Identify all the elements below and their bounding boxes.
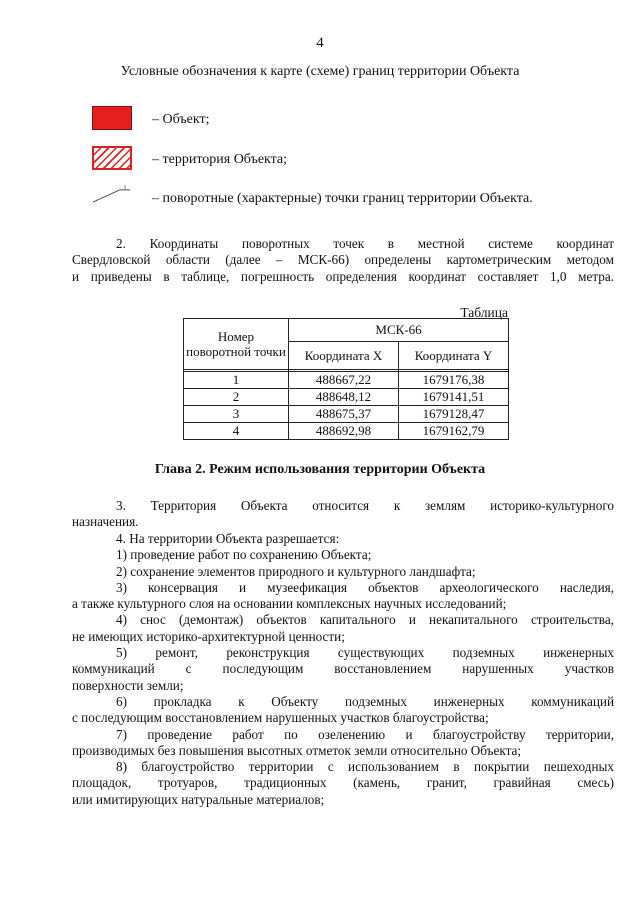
legend-item-object	[92, 106, 592, 132]
point-number-cell: 4	[184, 423, 289, 440]
text-line: поверхности земли;	[72, 677, 184, 693]
text-line: 5) ремонт, реконструкция существующих подземных инженерных	[116, 645, 614, 661]
list-item	[72, 727, 614, 760]
text-line: 3) консервация и музеефикация объектов археологического наследия,	[116, 579, 614, 595]
text-line: не имеющих историко-архитектурной ценности;	[72, 628, 345, 644]
text-line: назначения.	[72, 514, 139, 530]
coordinate-y-cell: 1679128,47	[399, 406, 509, 423]
text-line: коммуникаций с последующим восстановлением нарушенных участков	[72, 661, 614, 677]
column-header-point: Номер поворотной точки	[184, 319, 289, 370]
turning-point-icon	[92, 184, 132, 208]
chapter-title: Глава 2. Режим использования территории Объекта	[154, 462, 486, 477]
section-4-list	[72, 531, 614, 808]
table-caption: Таблица	[460, 305, 508, 320]
text-line: 7) проведение работ по озеленению и благоустройству территории,	[116, 726, 614, 742]
list-item	[72, 580, 614, 613]
legend-title: Условные обозначения к карте (схеме) границ территории Объекта	[120, 64, 520, 79]
point-number-cell: 2	[184, 389, 289, 406]
legend-item-territory	[92, 146, 592, 172]
coordinate-x-cell: 488648,12	[289, 389, 399, 406]
allowed-activities-list	[72, 547, 614, 808]
list-item	[72, 547, 614, 563]
list-item	[72, 694, 614, 727]
column-header-msk66: МСК-66	[289, 319, 509, 342]
text-line: или имитирующих натуральные материалов;	[72, 791, 325, 807]
text-line: а также культурного слоя на основании комплексных научных исследований;	[72, 596, 507, 612]
legend-item-turning-points	[92, 184, 592, 210]
section-2-paragraph	[72, 236, 614, 285]
table-row	[184, 372, 509, 389]
text-line: 8) благоустройство территории с использованием в покрытии пешеходных	[116, 759, 614, 775]
point-number-cell: 1	[184, 372, 289, 389]
table-row	[184, 406, 509, 423]
text-line: 4) снос (демонтаж) объектов капитального и некапитального строительства,	[116, 612, 614, 628]
list-item	[72, 564, 614, 580]
list-item	[72, 645, 614, 694]
page-number: 4	[316, 35, 324, 51]
text-line: с последующим восстановлением нарушенных участков благоустройства;	[72, 710, 489, 726]
text-line: 2. Координаты поворотных точек в местной системе координат	[116, 236, 614, 251]
table-row	[184, 389, 509, 406]
coordinate-x-cell: 488675,37	[289, 406, 399, 423]
column-header-x: Координата X	[289, 342, 399, 370]
text-line: 2) сохранение элементов природного и культурного ландшафта;	[116, 563, 476, 579]
coordinate-y-cell: 1679176,38	[399, 372, 509, 389]
text-line: 6) прокладка к Объекту подземных инженерных коммуникаций	[116, 693, 614, 709]
object-symbol-icon	[92, 106, 132, 130]
text-line: 3. Территория Объекта относится к землям историко-культурного	[116, 498, 614, 513]
text-line: 1) проведение работ по сохранению Объекта;	[116, 547, 372, 563]
legend-text-object: – Объект;	[152, 112, 210, 127]
list-intro: 4. На территории Объекта разрешается:	[116, 531, 340, 546]
list-item	[72, 612, 614, 645]
text-line: площадок, тротуаров, традиционных (камень, гранит, гравийная смесь)	[72, 775, 614, 791]
section-3-paragraph	[72, 498, 614, 531]
column-header-y: Координата Y	[399, 342, 509, 370]
text-line: Свердловской области (далее – МСК-66) определены картометрическим методом	[72, 252, 614, 268]
turning-point-label: 1	[123, 184, 127, 192]
coordinate-y-cell: 1679141,51	[399, 389, 509, 406]
territory-hatch-icon	[92, 146, 132, 170]
list-item	[72, 759, 614, 808]
legend-text-turning-points: – поворотные (характерные) точки границ территории Объекта.	[152, 191, 533, 206]
coordinate-y-cell: 1679162,79	[399, 423, 509, 440]
table-row	[184, 423, 509, 440]
text-line: производимых без повышения высотных отметок земли относительно Объекта;	[72, 742, 522, 758]
coordinate-x-cell: 488692,98	[289, 423, 399, 440]
text-line: и приведены в таблице, погрешность определения координат составляет 1,0 метра.	[72, 268, 614, 284]
coordinate-x-cell: 488667,22	[289, 372, 399, 389]
legend-text-territory: – территория Объекта;	[152, 152, 288, 167]
coordinates-table	[183, 318, 509, 440]
point-number-cell: 3	[184, 406, 289, 423]
